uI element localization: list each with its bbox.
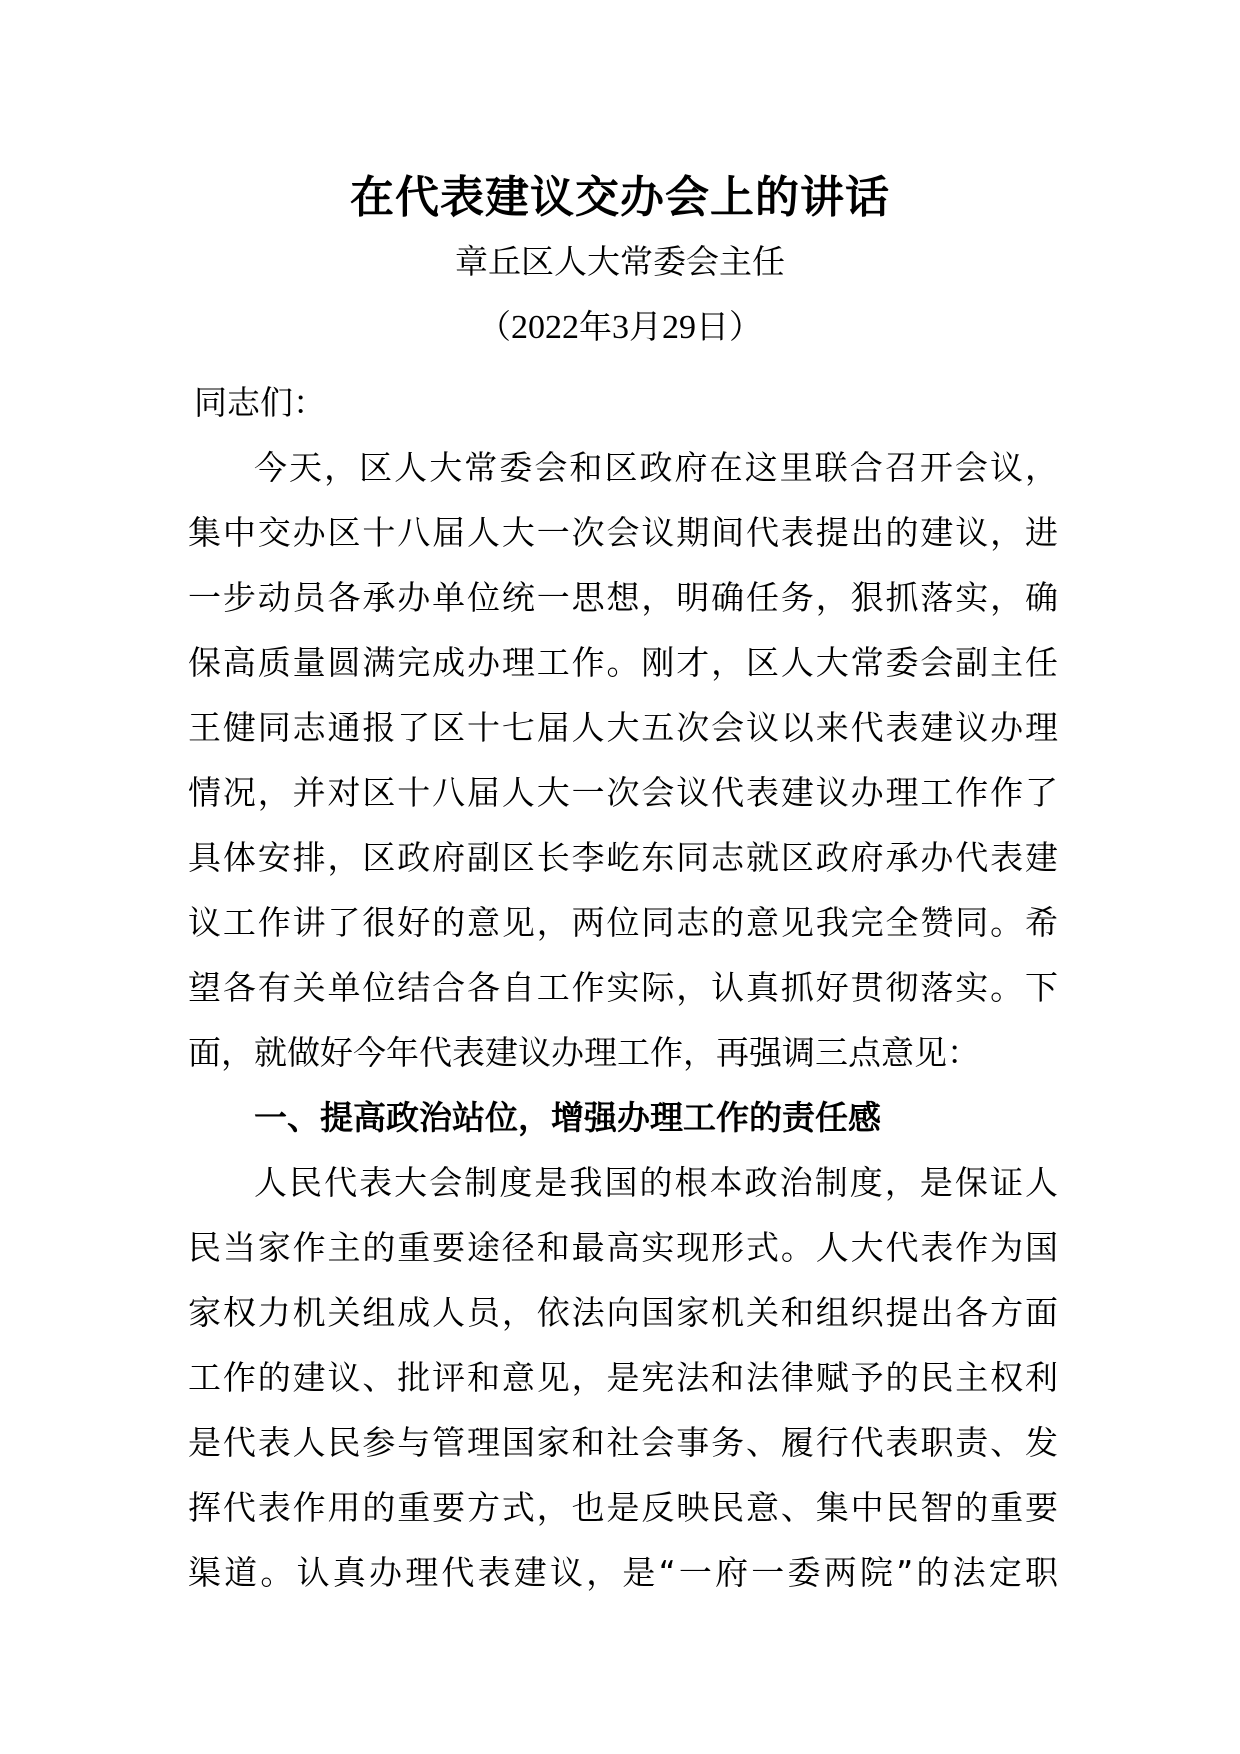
date-close-paren: ） xyxy=(729,307,762,346)
paragraph-2 xyxy=(188,1150,1058,1605)
paragraph-line: 家权力机关组成人员，依法向国家机关和组织提出各方面 xyxy=(188,1293,1058,1332)
paragraph-line: 今天，区人大常委会和区政府在这里联合召开会议， xyxy=(254,448,1058,487)
paragraph-line: 一步动员各承办单位统一思想，明确任务，狠抓落实，确 xyxy=(188,578,1058,617)
paragraph-line: 工作的建议、批评和意见，是宪法和法律赋予的民主权利 xyxy=(188,1358,1058,1397)
date-year-unit: 年 xyxy=(579,307,612,346)
document-body xyxy=(188,370,1058,1605)
paragraph-line: 是代表人民参与管理国家和社会事务、履行代表职责、发 xyxy=(188,1423,1058,1462)
paragraph-line: 保高质量圆满完成办理工作。刚才，区人大常委会副主任 xyxy=(188,643,1058,682)
paragraph-line: 议工作讲了很好的意见，两位同志的意见我完全赞同。希 xyxy=(188,903,1058,942)
paragraph-line: 具体安排，区政府副区长李屹东同志就区政府承办代表建 xyxy=(188,838,1058,877)
paragraph-line: 王健同志通报了区十七届人大五次会议以来代表建议办理 xyxy=(188,708,1058,747)
section-heading-1: 一、提高政治站位，增强办理工作的责任感 xyxy=(254,1098,881,1137)
document-title: 在代表建议交办会上的讲话 xyxy=(350,172,890,223)
paragraph-line: 挥代表作用的重要方式，也是反映民意、集中民智的重要 xyxy=(188,1488,1058,1527)
paragraph-line: 民当家作主的重要途径和最高实现形式。人大代表作为国 xyxy=(188,1228,1058,1267)
date-month: 3 xyxy=(612,309,629,346)
paragraph-line: 人民代表大会制度是我国的根本政治制度，是保证人 xyxy=(254,1163,1058,1202)
paragraph-line: 面，就做好今年代表建议办理工作，再强调三点意见： xyxy=(188,1033,980,1072)
document-date xyxy=(0,303,1240,352)
paragraph-line: 望各有关单位结合各自工作实际，认真抓好贯彻落实。下 xyxy=(188,968,1058,1007)
date-open-paren: （ xyxy=(478,307,511,346)
paragraph-line: 情况，并对区十八届人大一次会议代表建议办理工作作了 xyxy=(188,773,1058,812)
date-year: 2022 xyxy=(511,309,579,346)
date-day: 29 xyxy=(662,309,696,346)
paragraph-line: 渠道。认真办理代表建议，是“一府一委两院”的法定职 xyxy=(188,1553,1058,1592)
date-month-unit: 月 xyxy=(629,307,662,346)
paragraph-line: 集中交办区十八届人大一次会议期间代表提出的建议，进 xyxy=(188,513,1058,552)
paragraph-1 xyxy=(188,435,1058,1085)
date-day-unit: 日 xyxy=(696,307,729,346)
salutation: 同志们： xyxy=(194,383,326,422)
document-author: 章丘区人大常委会主任 xyxy=(455,242,785,281)
